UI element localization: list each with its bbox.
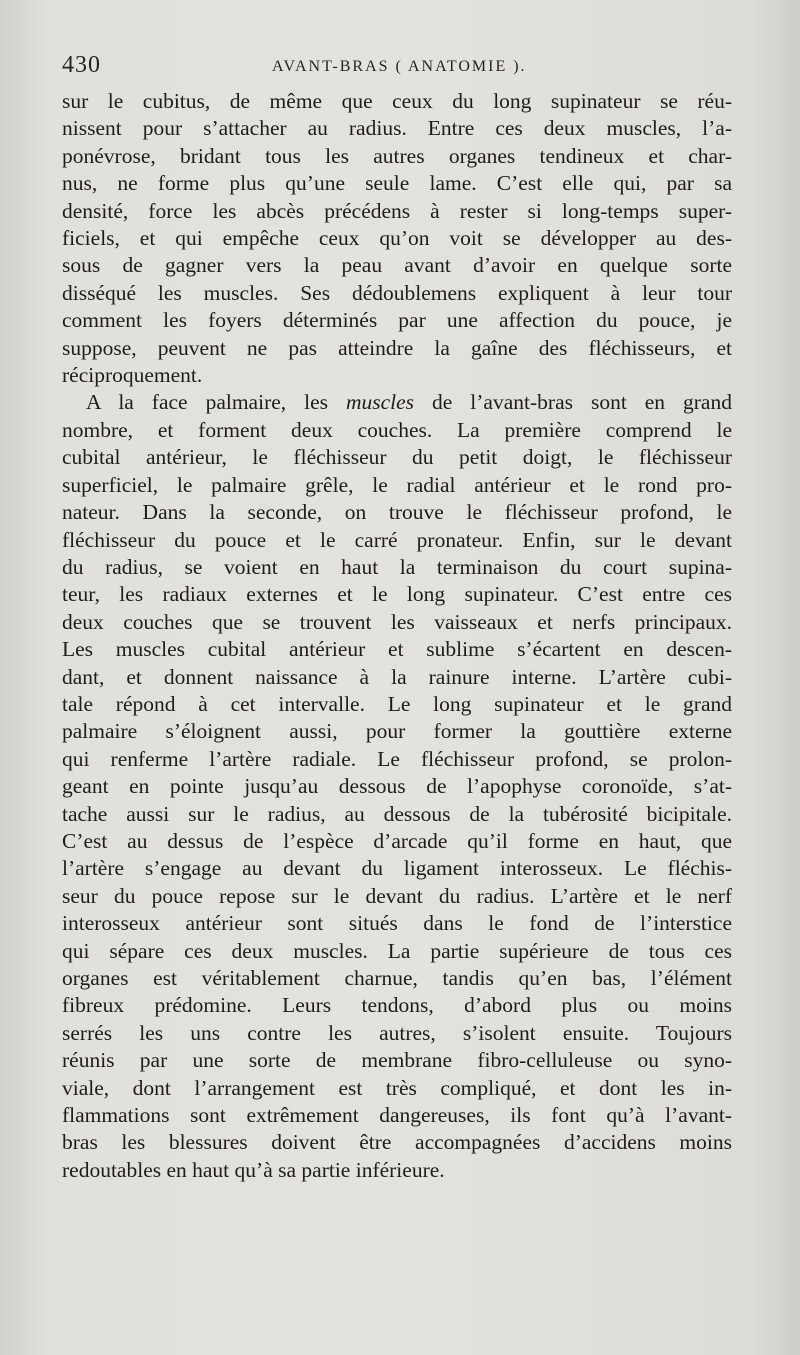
text-line: nissent pour s’attacher au radius. Entre ces deux muscles, l’a- xyxy=(62,116,732,141)
text-line: interosseux antérieur sont situés dans le fond de l’interstice xyxy=(62,911,732,936)
text-line: nombre, et forment deux couches. La première comprend le xyxy=(62,417,732,442)
text-line: viale, dont l’arrangement est très compliqué, et dont les in- xyxy=(62,1075,732,1100)
text-line: superficiel, le palmaire grêle, le radial antérieur et le rond pro- xyxy=(62,472,732,497)
text-line: cubital antérieur, le fléchisseur du petit doigt, le fléchisseur xyxy=(62,445,732,470)
text-line: suppose, peuvent ne pas atteindre la gaîne des fléchisseurs, et xyxy=(62,335,732,360)
text-line: teur, les radiaux externes et le long supinateur. C’est entre ces xyxy=(62,582,732,607)
page-header xyxy=(62,52,732,82)
text-line: bras les blessures doivent être accompagnées d’accidens moins xyxy=(62,1130,732,1155)
text-line: deux couches que se trouvent les vaisseaux et nerfs principaux. xyxy=(62,609,732,634)
text-line: redoutables en haut qu’à sa partie inférieure. xyxy=(62,1157,445,1182)
text-line: du radius, se voient en haut la terminaison du court supina- xyxy=(62,554,732,579)
text-line: densité, force les abcès précédens à rester si long-temps super- xyxy=(62,198,732,223)
text-line: fléchisseur du pouce et le carré pronateur. Enfin, sur le devant xyxy=(62,527,732,552)
text-line: serrés les uns contre les autres, s’isolent ensuite. Toujours xyxy=(62,1020,732,1045)
text-line: tale répond à cet intervalle. Le long supinateur et le grand xyxy=(62,691,732,716)
text-line: palmaire s’éloignent aussi, pour former la gouttière externe xyxy=(62,719,732,744)
text-line: tache aussi sur le radius, au dessous de la tubérosité bicipitale. xyxy=(62,801,732,826)
text-line: flammations sont extrêmement dangereuses, ils font qu’à l’avant- xyxy=(62,1103,732,1128)
text-line: ficiels, et qui empêche ceux qu’on voit se développer au des- xyxy=(62,226,732,251)
text-line: réciproquement. xyxy=(62,363,203,388)
text-line: seur du pouce repose sur le devant du radius. L’artère et le nerf xyxy=(62,883,732,908)
text-line: fibreux prédomine. Leurs tendons, d’abord plus ou moins xyxy=(62,993,732,1018)
text-line: Les muscles cubital antérieur et sublime s’écartent en descen- xyxy=(62,637,732,662)
text-line: réunis par une sorte de membrane fibro-celluleuse ou syno- xyxy=(62,1048,732,1073)
text-line: dant, et donnent naissance à la rainure interne. L’artère cubi- xyxy=(62,664,732,689)
text-line: nateur. Dans la seconde, on trouve le fléchisseur profond, le xyxy=(62,500,732,525)
text-line: A la face palmaire, les muscles de l’avant-bras sont en grand xyxy=(86,390,732,415)
text-line: disséqué les muscles. Ses dédoublemens expliquent à leur tour xyxy=(62,280,732,305)
text-line: sous de gagner vers la peau avant d’avoir en quelque sorte xyxy=(62,253,732,278)
body-text xyxy=(62,88,732,1184)
text-line: nus, ne forme plus qu’une seule lame. C’est elle qui, par sa xyxy=(62,171,732,196)
text-line: sur le cubitus, de même que ceux du long supinateur se réu- xyxy=(62,89,732,113)
text-line: qui renferme l’artère radiale. Le fléchisseur profond, se prolon- xyxy=(62,746,732,771)
page-number: 430 xyxy=(62,52,101,78)
text-line: geant en pointe jusqu’au dessous de l’apophyse coronoïde, s’at- xyxy=(62,774,732,799)
text-line: comment les foyers déterminés par une affection du pouce, je xyxy=(62,308,732,333)
text-line: qui sépare ces deux muscles. La partie supérieure de tous ces xyxy=(62,938,732,963)
text-line: ponévrose, bridant tous les autres organes tendineux et char- xyxy=(62,143,732,168)
text-line: organes est véritablement charnue, tandis qu’en bas, l’élément xyxy=(62,966,732,990)
text-line: C’est au dessus de l’espèce d’arcade qu’il forme en haut, que xyxy=(62,828,732,853)
running-title: AVANT-BRAS ( ANATOMIE ). xyxy=(272,58,527,75)
text-line: l’artère s’engage au devant du ligament interosseux. Le fléchis- xyxy=(62,856,732,881)
